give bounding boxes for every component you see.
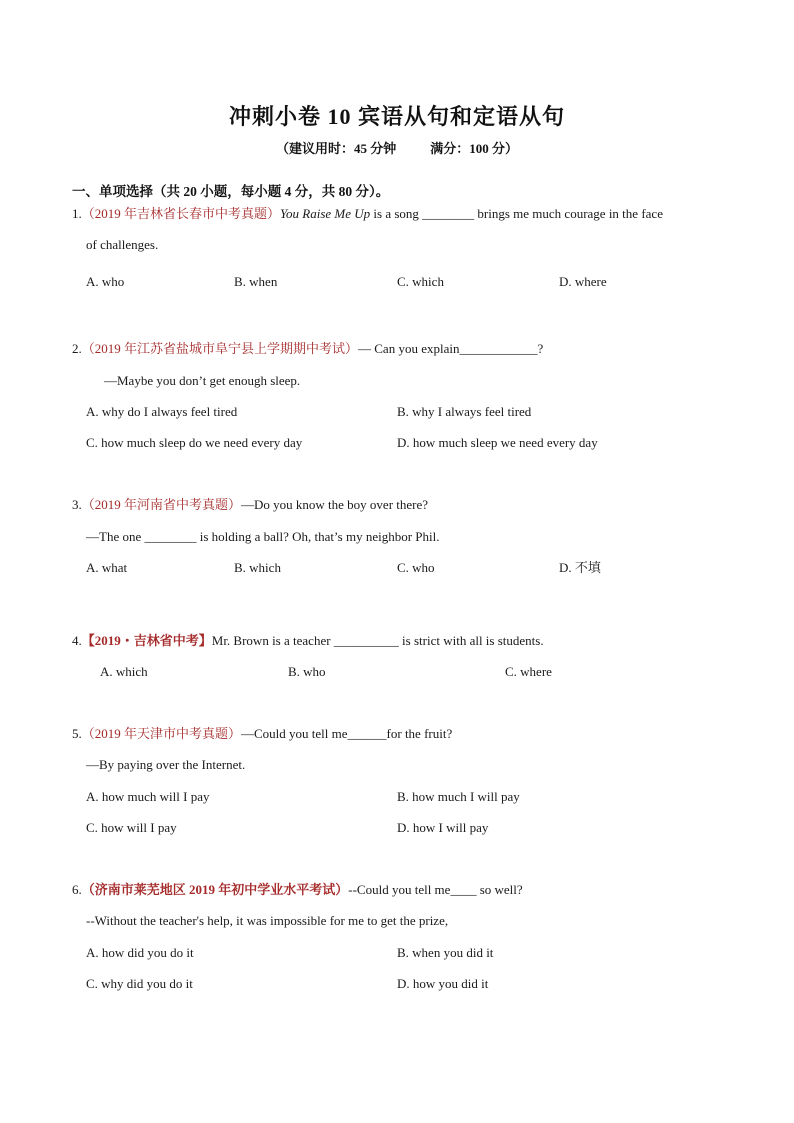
q1-option-b: B. when	[234, 274, 278, 289]
question-1-stem-continued: of challenges.	[86, 237, 159, 252]
question-number: 3.	[72, 497, 82, 512]
question-text: — Can you explain____________?	[358, 341, 544, 356]
q5-option-d: D. how I will pay	[397, 820, 489, 835]
question-source: （2019 年江苏省盐城市阜宁县上学期期中考试）	[81, 341, 359, 356]
question-text: —Do you know the boy over there?	[241, 497, 429, 512]
question-source: 【2019・吉林省中考】	[81, 633, 212, 648]
question-3-reply: —The one ________ is holding a ball? Oh, that’s my neighbor Phil.	[86, 529, 440, 544]
q6-option-d: D. how you did it	[397, 976, 489, 991]
question-text: Mr. Brown is a teacher __________ is strict with all is students.	[211, 633, 544, 648]
q5-option-a: A. how much will I pay	[86, 789, 210, 804]
q5-option-b: B. how much I will pay	[397, 789, 520, 804]
question-3-stem	[72, 496, 428, 514]
q1-option-c: C. which	[397, 274, 444, 289]
q1-option-d: D. where	[559, 274, 607, 289]
question-2-reply: —Maybe you don’t get enough sleep.	[104, 373, 301, 388]
question-2-stem	[72, 340, 543, 358]
question-number: 6.	[72, 882, 82, 897]
q6-option-c: C. why did you do it	[86, 976, 193, 991]
q4-option-a: A. which	[100, 664, 148, 679]
question-text: —Could you tell me______for the fruit?	[241, 726, 453, 741]
suggested-time: （建议用时：45 分钟	[275, 141, 397, 156]
song-title: You Raise Me Up	[280, 206, 371, 221]
question-4-stem	[72, 632, 544, 650]
section-heading: 一、单项选择（共 20 小题，每小题 4 分，共 80 分）。	[72, 184, 390, 199]
page-subtitle	[0, 138, 794, 157]
question-5-reply: —By paying over the Internet.	[86, 757, 246, 772]
page-title: 冲刺小卷 10 宾语从句和定语从句	[228, 104, 565, 129]
question-number: 5.	[72, 726, 82, 741]
question-number: 1.	[72, 206, 82, 221]
q2-option-a: A. why do I always feel tired	[86, 404, 238, 419]
question-source: （2019 年天津市中考真题）	[81, 726, 242, 741]
q2-option-d: D. how much sleep we need every day	[397, 435, 598, 450]
question-number: 2.	[72, 341, 82, 356]
q6-option-b: B. when you did it	[397, 945, 494, 960]
question-text: --Could you tell me____ so well?	[348, 882, 523, 897]
q3-option-d: D. 不填	[559, 560, 601, 575]
question-source: （2019 年河南省中考真题）	[81, 497, 242, 512]
q2-option-c: C. how much sleep do we need every day	[86, 435, 303, 450]
full-score: 满分：100 分）	[430, 141, 519, 156]
q3-option-c: C. who	[397, 560, 435, 575]
q4-option-b: B. who	[288, 664, 326, 679]
question-source: （济南市莱芜地区 2019 年初中学业水平考试）	[81, 882, 349, 897]
q2-option-b: B. why I always feel tired	[397, 404, 532, 419]
question-text: is a song ________ brings me much courage in the face	[370, 206, 663, 221]
q3-option-a: A. what	[86, 560, 128, 575]
q3-option-b: B. which	[234, 560, 281, 575]
q5-option-c: C. how will I pay	[86, 820, 177, 835]
question-6-reply: --Without the teacher's help, it was impossible for me to get the prize,	[86, 913, 449, 928]
question-number: 4.	[72, 633, 82, 648]
q1-option-a: A. who	[86, 274, 125, 289]
question-6-stem	[72, 881, 523, 899]
question-5-stem	[72, 725, 452, 743]
question-1-stem	[72, 205, 663, 223]
q6-option-a: A. how did you do it	[86, 945, 194, 960]
question-source: （2019 年吉林省长春市中考真题）	[81, 206, 281, 221]
q4-option-c: C. where	[505, 664, 552, 679]
